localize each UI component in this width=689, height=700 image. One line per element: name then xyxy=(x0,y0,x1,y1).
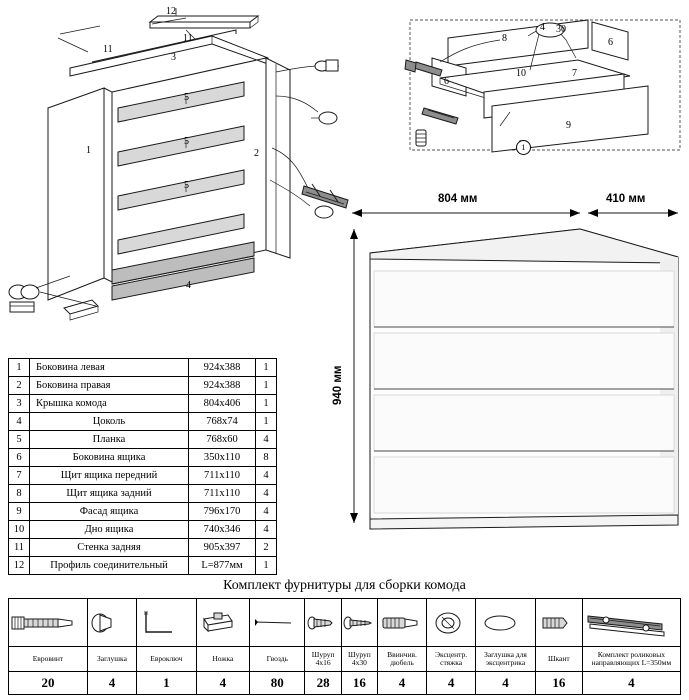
exploded-assembly-drawing xyxy=(0,0,360,350)
hardware-kit-title: Комплект фурнитуры для сборки комода xyxy=(223,578,466,593)
foot-icon xyxy=(196,599,249,647)
hardware-qty: 4 xyxy=(476,672,536,695)
table-row xyxy=(9,377,277,395)
part-no: 8 xyxy=(9,485,30,503)
part-size: 711х110 xyxy=(189,485,256,503)
hardware-qty: 4 xyxy=(582,672,680,695)
hardware-qty: 4 xyxy=(427,672,476,695)
screw-4x30-icon xyxy=(341,599,377,647)
callout-4: 4 xyxy=(186,280,191,291)
part-name: Щит ящика задний xyxy=(30,485,189,503)
part-size: 796х170 xyxy=(189,503,256,521)
parts-table xyxy=(8,358,277,575)
drawer-callout-10: 10 xyxy=(516,68,526,79)
callout-2: 2 xyxy=(254,148,259,159)
hardware-icon-row xyxy=(9,599,681,647)
callout-11-right: 11 xyxy=(183,33,193,44)
part-qty: 4 xyxy=(256,521,277,539)
part-qty: 4 xyxy=(256,431,277,449)
table-row xyxy=(9,521,277,539)
table-row xyxy=(9,539,277,557)
hardware-qty: 16 xyxy=(341,672,377,695)
part-name: Щит ящика передний xyxy=(30,467,189,485)
callout-11-left: 11 xyxy=(103,44,113,55)
depth-dimension-label: 410 мм xyxy=(606,193,646,205)
drawer-callout-30: 30 xyxy=(556,24,566,35)
hardware-name: Шуруп 4х30 xyxy=(341,647,377,672)
part-size: 905х397 xyxy=(189,539,256,557)
hardware-name: Шуруп 4х16 xyxy=(305,647,341,672)
part-name: Дно ящика xyxy=(30,521,189,539)
table-row xyxy=(9,467,277,485)
cam-lock-icon xyxy=(427,599,476,647)
table-row xyxy=(9,557,277,575)
hardware-name: Ножка xyxy=(196,647,249,672)
hardware-qty: 28 xyxy=(305,672,341,695)
part-name: Боковина ящика xyxy=(30,449,189,467)
callout-12: 12 xyxy=(166,6,176,17)
drawer-hardware-callout: 1 xyxy=(516,140,531,155)
part-size: 924x388 xyxy=(189,359,256,377)
euro-key-icon xyxy=(136,599,196,647)
part-no: 6 xyxy=(9,449,30,467)
slide-rail-icon xyxy=(582,599,680,647)
part-size: 768х60 xyxy=(189,431,256,449)
hardware-name: Эксцентр. стяжка xyxy=(427,647,476,672)
hardware-name-row xyxy=(9,647,681,672)
hardware-name: Ввинчив. дюбель xyxy=(378,647,427,672)
drawer-callout-6-left: 6 xyxy=(444,76,449,87)
nail-icon xyxy=(250,599,305,647)
drawer-callout-9: 9 xyxy=(566,120,571,131)
euro-screw-icon xyxy=(9,599,88,647)
part-name: Планка xyxy=(30,431,189,449)
part-name: Боковина левая xyxy=(30,359,189,377)
part-qty: 1 xyxy=(256,377,277,395)
table-row xyxy=(9,395,277,413)
hardware-qty: 20 xyxy=(9,672,88,695)
part-name: Профиль соединительный xyxy=(30,557,189,575)
part-size: 740х346 xyxy=(189,521,256,539)
part-name: Крышка комода xyxy=(30,395,189,413)
part-no: 9 xyxy=(9,503,30,521)
hardware-qty: 4 xyxy=(87,672,136,695)
part-no: 7 xyxy=(9,467,30,485)
hardware-name: Комплект роликовых направляющих L=350мм xyxy=(582,647,680,672)
drawer-callout-6-right: 6 xyxy=(608,37,613,48)
callout-3: 3 xyxy=(171,52,176,63)
part-qty: 4 xyxy=(256,485,277,503)
table-row xyxy=(9,413,277,431)
hardware-name: Гвоздь xyxy=(250,647,305,672)
hardware-name: Еврoключ xyxy=(136,647,196,672)
part-size: 924x388 xyxy=(189,377,256,395)
callout-5-c: 5 xyxy=(184,180,189,191)
part-size: 711х110 xyxy=(189,467,256,485)
part-qty: 1 xyxy=(256,557,277,575)
hardware-qty: 4 xyxy=(378,672,427,695)
drawer-callout-8: 8 xyxy=(502,33,507,44)
part-qty: 4 xyxy=(256,467,277,485)
cam-cap-icon xyxy=(476,599,536,647)
callout-1: 1 xyxy=(86,145,91,156)
hardware-qty-row xyxy=(9,672,681,695)
part-size: 768х74 xyxy=(189,413,256,431)
screw-4x16-icon xyxy=(305,599,341,647)
part-qty: 1 xyxy=(256,413,277,431)
part-no: 5 xyxy=(9,431,30,449)
part-qty: 1 xyxy=(256,395,277,413)
part-qty: 8 xyxy=(256,449,277,467)
table-row xyxy=(9,431,277,449)
part-qty: 4 xyxy=(256,503,277,521)
part-qty: 2 xyxy=(256,539,277,557)
part-name: Фасад ящика xyxy=(30,503,189,521)
part-no: 12 xyxy=(9,557,30,575)
drawer-assembly-drawing xyxy=(380,0,689,160)
hardware-name: Заглушка для эксцентрика xyxy=(476,647,536,672)
width-dimension-label: 804 мм xyxy=(438,193,478,205)
part-qty: 1 xyxy=(256,359,277,377)
callout-5-b: 5 xyxy=(184,136,189,147)
part-no: 3 xyxy=(9,395,30,413)
part-no: 1 xyxy=(9,359,30,377)
part-size: 350х110 xyxy=(189,449,256,467)
height-dimension-label: 940 мм xyxy=(332,365,344,405)
hardware-kit-table xyxy=(8,598,681,695)
hardware-qty: 80 xyxy=(250,672,305,695)
part-name: Боковина правая xyxy=(30,377,189,395)
cap-icon xyxy=(87,599,136,647)
drawer-callout-4: 4 xyxy=(540,22,545,33)
part-size: L=877мм xyxy=(189,557,256,575)
table-row xyxy=(9,359,277,377)
hardware-qty: 16 xyxy=(535,672,582,695)
product-dimension-drawing xyxy=(330,185,689,550)
part-name: Стенка задняя xyxy=(30,539,189,557)
drawer-callout-7: 7 xyxy=(572,68,577,79)
dowel-icon xyxy=(378,599,427,647)
shkant-icon xyxy=(535,599,582,647)
hardware-qty: 4 xyxy=(196,672,249,695)
part-no: 11 xyxy=(9,539,30,557)
part-name: Цоколь xyxy=(30,413,189,431)
part-no: 10 xyxy=(9,521,30,539)
table-row xyxy=(9,503,277,521)
part-no: 4 xyxy=(9,413,30,431)
hardware-name: Шкант xyxy=(535,647,582,672)
hardware-qty: 1 xyxy=(136,672,196,695)
hardware-name: Евровинт xyxy=(9,647,88,672)
hardware-name: Заглушка xyxy=(87,647,136,672)
table-row xyxy=(9,485,277,503)
callout-5-a: 5 xyxy=(184,92,189,103)
table-row xyxy=(9,449,277,467)
part-no: 2 xyxy=(9,377,30,395)
part-size: 804х406 xyxy=(189,395,256,413)
